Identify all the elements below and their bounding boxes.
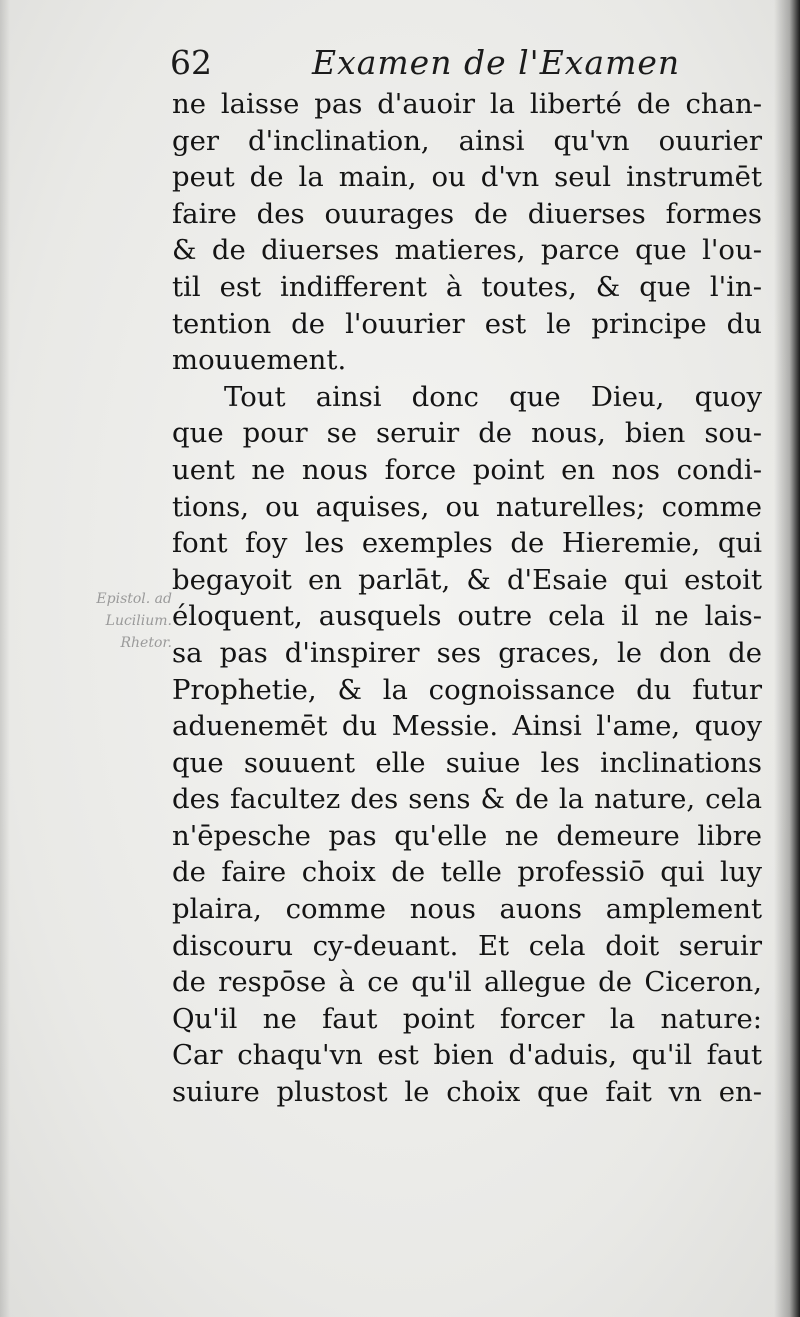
text-line: ne laisse pas d'auoir la liberté de chan- (172, 88, 762, 120)
text-line: til est indifferent à toutes, & que l'in- (172, 270, 762, 303)
text-line: Tout ainsi donc que Dieu, quoy (224, 380, 762, 413)
page-left-shadow (0, 0, 10, 1317)
text-line: tions, ou aquises, ou naturelles; comme (172, 490, 762, 523)
text-line: sa pas d'inspirer ses graces, le don de (172, 636, 762, 669)
text-line: de respōse à ce qu'il allegue de Ciceron, (172, 966, 762, 999)
text-line: Qu'il ne faut point forcer la nature: (172, 1002, 762, 1035)
text-line: n'ēpesche pas qu'elle ne demeure libre (172, 819, 762, 852)
text-line: suiure plustost le choix que fait vn en- (172, 1076, 762, 1109)
margin-note-line: Epistol. ad (96, 591, 172, 607)
text-line: des facultez des sens & de la nature, cela (172, 783, 762, 816)
body-text (172, 86, 762, 1111)
page-number: 62 (170, 43, 212, 82)
text-line: mouuement. (172, 344, 347, 377)
text-line: faire des ouurages de diuerses formes (172, 197, 762, 230)
page-header (170, 38, 690, 88)
text-line: peut de la main, ou d'vn seul instrumēt (172, 161, 762, 194)
text-line: que souuent elle suiue les inclinations (172, 746, 762, 779)
margin-note (52, 588, 172, 654)
margin-note-line: Rhetor. (120, 635, 172, 651)
text-line: ger d'inclination, ainsi qu'vn ouurier (172, 124, 762, 157)
margin-note-line: Lucilium. (105, 613, 172, 629)
text-line: plaira, comme nous auons amplement (172, 893, 762, 926)
text-line: uent ne nous force point en nos condi- (172, 453, 762, 486)
text-line: discouru cy-deuant. Et cela doit seruir (172, 929, 762, 962)
text-line: aduenemēt du Messie. Ainsi l'ame, quoy (172, 710, 762, 743)
text-line: font foy les exemples de Hieremie, qui (172, 527, 762, 560)
text-line: éloquent, ausquels outre cela il ne lais- (172, 600, 762, 633)
text-line: Prophetie, & la cognoissance du futur (172, 673, 762, 706)
text-line: tention de l'ouurier est le principe du (172, 307, 762, 340)
running-head: Examen de l'Examen (312, 43, 681, 82)
text-line: que pour se seruir de nous, bien sou- (172, 417, 762, 450)
text-line: Car chaqu'vn est bien d'aduis, qu'il faut (172, 1039, 762, 1072)
text-line: de faire choix de telle professiō qui luy (172, 856, 762, 889)
text-line: & de diuerses matieres, parce que l'ou- (172, 234, 762, 267)
page-right-edge (774, 0, 800, 1317)
text-line: begayoit en parlāt, & d'Esaie qui estoit (172, 563, 762, 596)
